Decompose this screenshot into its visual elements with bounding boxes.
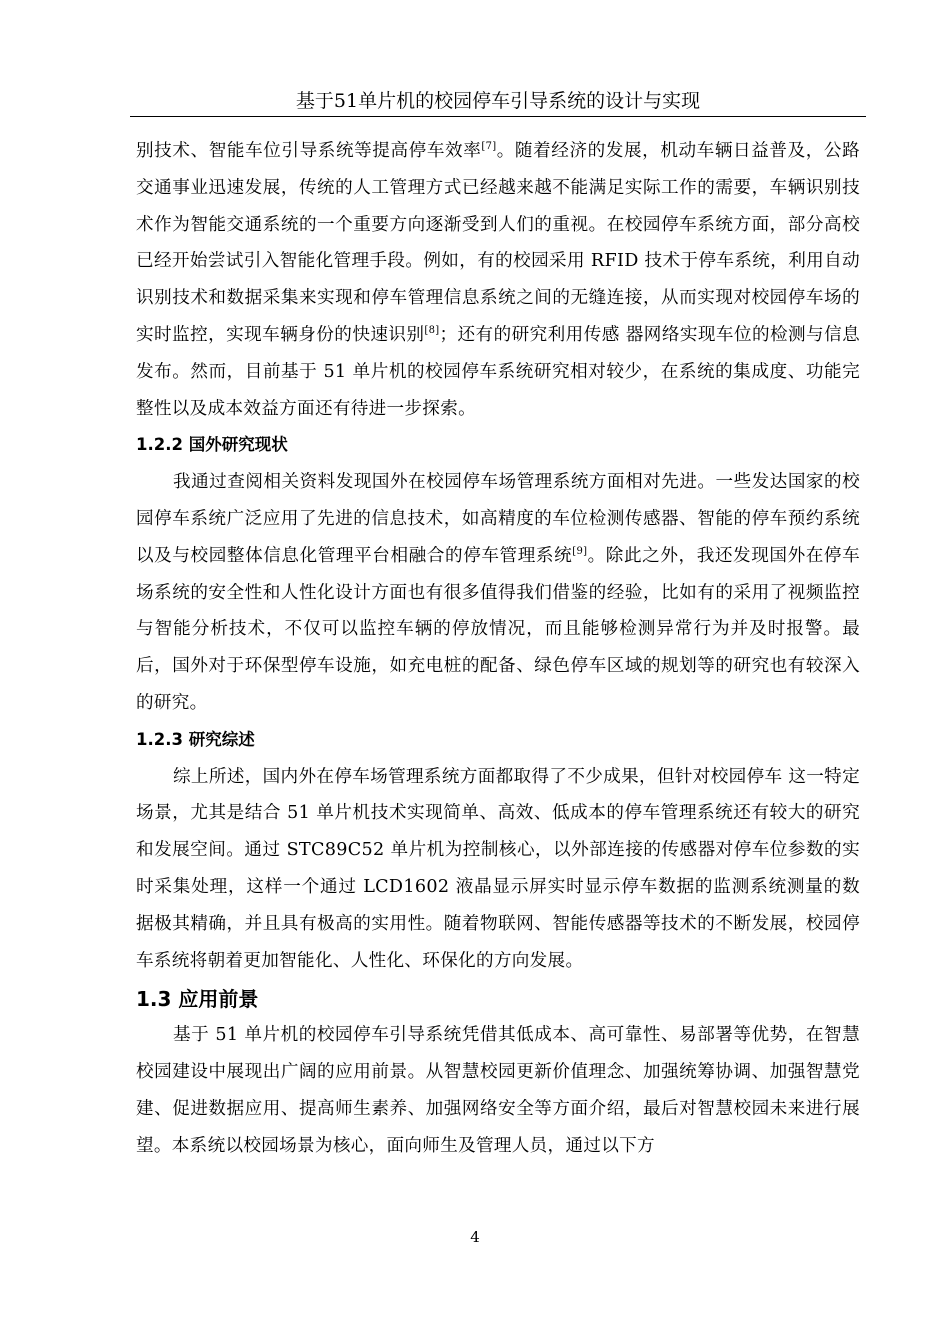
paragraph-text: ；还有的研究利用传感 器网络实现车位的检测与信息发布。然而，目前基于 51 单片机的校园停车系统研究相对较少，在系统的集成度、功能完整性以及成本效益方面还有待进一步探索。 (136, 324, 860, 419)
page-number: 4 (470, 1228, 480, 1246)
paragraph-foreign-research (136, 464, 860, 722)
running-header: 基于51单片机的校园停车引导系统的设计与实现 (295, 90, 701, 112)
paragraph-text: 别技术、智能车位引导系统等提高停车效率 (136, 141, 482, 161)
body-content (136, 133, 860, 1165)
paragraph-application-prospects: 基于 51 单片机的校园停车引导系统凭借其低成本、高可靠性、易部署等优势，在智慧校园建设中展现出广阔的应用前景。从智慧校园更新价值理念、加强统筹协调、加强智慧党建、促进数据应用、提高师生素养、加强网络安全等方面介绍，最后对智慧校园未来进行展望。本系统以校园场景为核心，面向师生及管理人员，通过以下方 (136, 1025, 860, 1156)
section-heading-1-3: 1.3 应用前景 (136, 987, 259, 1012)
subsection-heading-1-2-3: 1.2.3 研究综述 (136, 729, 255, 749)
paragraph-text: 。除此之外，我还发现国外在停车场系统的安全性和人性化设计方面也有很多值得我们借鉴的经验，比如有的采用了视频监控与智能分析技术，不仅可以监控车辆的停放情况，而且能够检测异常行为并及时报警。最后，国外对于环保型停车设施，如充电桩的配备、绿色停车区域的规划等的研究也有较深入的研究。 (136, 545, 861, 713)
paragraph-research-summary: 综上所述，国内外在停车场管理系统方面都取得了不少成果，但针对校园停车 这一特定场景，尤其是结合 51 单片机技术实现简单、高效、低成本的停车管理系统还有较大的研究和发展空间。通过 STC89C52 单片机为控制核心，以外部连接的传感器对停车位参数的实时采集处理，这样一个通过 LCD1602 液晶显示屏实时显示停车数据的监测系统测量的数据极其精确，并且具有极高的实用性。随着物联网、智能传感器等技术的不断发展，校园停车系统将朝着更加智能化、人性化、环保化的方向发展。 (136, 766, 860, 971)
paragraph-domestic-research-continued (136, 133, 860, 427)
paragraph-text: 。随着经济的发展，机动车辆日益普及，公路交通事业迅速发展，传统的人工管理方式已经越来越不能满足实际工作的需要，车辆识别技术作为智能交通系统的一个重要方向逐渐受到人们的重视。在校园停车系统方面，部分高校已经开始尝试引入智能化管理手段。例如，有的校园采用 RFID 技术于停车系统，利用自动识别技术和数据采集来实现和停车管理信息系统之间的无缝连接，从而实现对校园停车场的实时监控，实现车辆身份的快速识别 (136, 141, 860, 345)
citation-ref: [9] (572, 545, 588, 557)
header-rule (130, 116, 866, 117)
citation-ref: [7] (481, 141, 497, 152)
citation-ref: [8] (424, 324, 440, 336)
paragraph-text: 我通过查阅相关资料发现国外在校园停车场管理系统方面相对先进。一些发达国家的校园停车系统广泛应用了先进的信息技术，如高精度的车位检测传感器、智能的停车预约系统以及与校园整体信息化管理平台相融合的停车管理系统 (136, 472, 860, 566)
subsection-heading-1-2-2: 1.2.2 国外研究现状 (136, 435, 288, 455)
